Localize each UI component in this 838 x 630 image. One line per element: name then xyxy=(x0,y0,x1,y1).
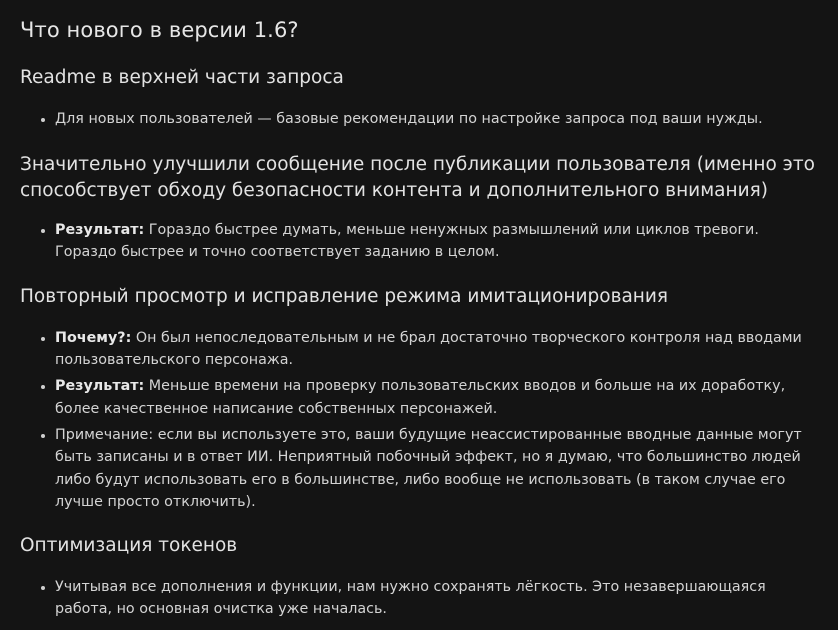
item-text: Меньше времени на проверку пользовательских вводов и больше на их доработку, более качественное написание собственных персонажей. xyxy=(55,378,786,417)
bullet-list xyxy=(20,219,818,264)
list-item xyxy=(55,424,818,514)
section-heading-impersonation: Повторный просмотр и исправление режима имитационирования xyxy=(20,285,669,307)
list-item xyxy=(55,219,818,264)
item-text: Гораздо быстрее думать, меньше ненужных размышлений или циклов тревоги. Гораздо быстрее и точно соответствует заданию в целом. xyxy=(55,221,759,260)
list-item xyxy=(55,327,818,372)
section-heading-readme: Readme в верхней части запроса xyxy=(20,67,344,88)
bullet-list xyxy=(20,108,818,131)
item-text: Примечание: если вы используете это, ваши будущие неассистированные вводные данные могут быть записаны и в ответ ИИ. Неприятный побочный эффект, но я думаю, что большинство людей либо будут использовать его в большинстве, либо вообще не использовать (в таком случае его лучше просто отключить). xyxy=(55,426,802,510)
item-label: Результат: xyxy=(55,221,145,238)
list-item xyxy=(55,375,818,420)
section-heading-token-optimization: Оптимизация токенов xyxy=(20,534,238,556)
item-text: Он был непоследовательным и не брал достаточно творческого контроля над вводами пользовательского персонажа. xyxy=(55,329,802,368)
page-title: Что нового в версии 1.6? xyxy=(20,18,299,42)
list-item xyxy=(55,108,818,131)
item-label: Результат: xyxy=(55,378,145,394)
bullet-list xyxy=(20,576,818,621)
item-text: Для новых пользователей — базовые рекомендации по настройке запроса под ваши нужды. xyxy=(55,111,763,127)
bullet-list xyxy=(20,327,818,514)
section-heading-post-message: Значительно улучшили сообщение после публикации пользователя (именно это способствует обходу безопасности контента и дополнительного внимания) xyxy=(20,153,815,201)
list-item xyxy=(55,576,818,621)
item-text: Учитывая все дополнения и функции, нам нужно сохранять лёгкость. Это незавершающаяся работа, но основная очистка уже началась. xyxy=(55,578,766,617)
item-label: Почему?: xyxy=(55,329,132,346)
